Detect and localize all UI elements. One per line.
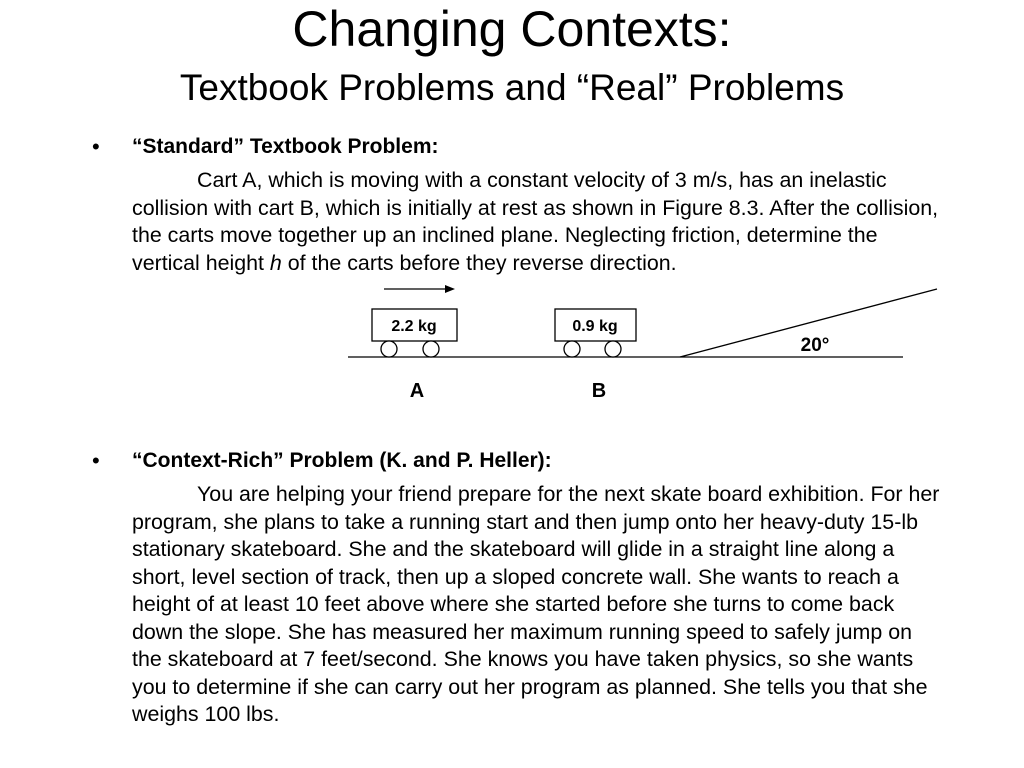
- cart-b-mass: 0.9 kg: [572, 318, 618, 335]
- bullet-context-rich: •: [92, 448, 100, 473]
- standard-problem-heading: “Standard” Textbook Problem:: [132, 135, 439, 158]
- standard-problem-text-part1: Cart A, which is moving with a constant velocity of 3 m/s, has an inelastic collision with cart B, which is initially at rest as shown in Figure 8.3. After the collision, the carts move together up an inclined plane. Neglecting friction, determine the vertical height: [132, 168, 939, 275]
- slide-title: Changing Contexts:: [292, 1, 732, 57]
- standard-problem-text-part2: of the carts before they reverse direction.: [281, 250, 677, 275]
- slide-subtitle: Textbook Problems and “Real” Problems: [179, 67, 845, 108]
- context-rich-problem-heading: “Context-Rich” Problem (K. and P. Heller):: [132, 449, 552, 472]
- incline-angle-label: 20°: [800, 335, 830, 356]
- velocity-arrow: [384, 285, 455, 293]
- cart-b-label: B: [591, 380, 607, 402]
- cart-b: [555, 309, 636, 357]
- cart-collision-diagram: [330, 280, 950, 410]
- context-rich-problem-text: You are helping your friend prepare for the next skate board exhibition. For her program, she plans to take a running start and then jump onto her heavy-duty 15-lb stationary skateboard. She and the skateboard will glide in a straight line along a short, level section of track, then up a sloped concrete wall. She wants to reach a height of at least 10 feet above where she started before she turns to come back down the slope. She has measured her maximum running speed to safely jump on the skateboard at 7 feet/second. She knows you have taken physics, so she wants you to determine if she can carry out her program as planned. She tells you that she weighs 100 lbs.: [132, 482, 940, 726]
- height-symbol: h: [269, 250, 282, 275]
- bullet-standard: •: [92, 134, 100, 159]
- cart-a-label: A: [409, 380, 425, 402]
- cart-a: [372, 309, 457, 357]
- cart-a-mass: 2.2 kg: [391, 318, 437, 335]
- standard-problem-text: [132, 167, 944, 277]
